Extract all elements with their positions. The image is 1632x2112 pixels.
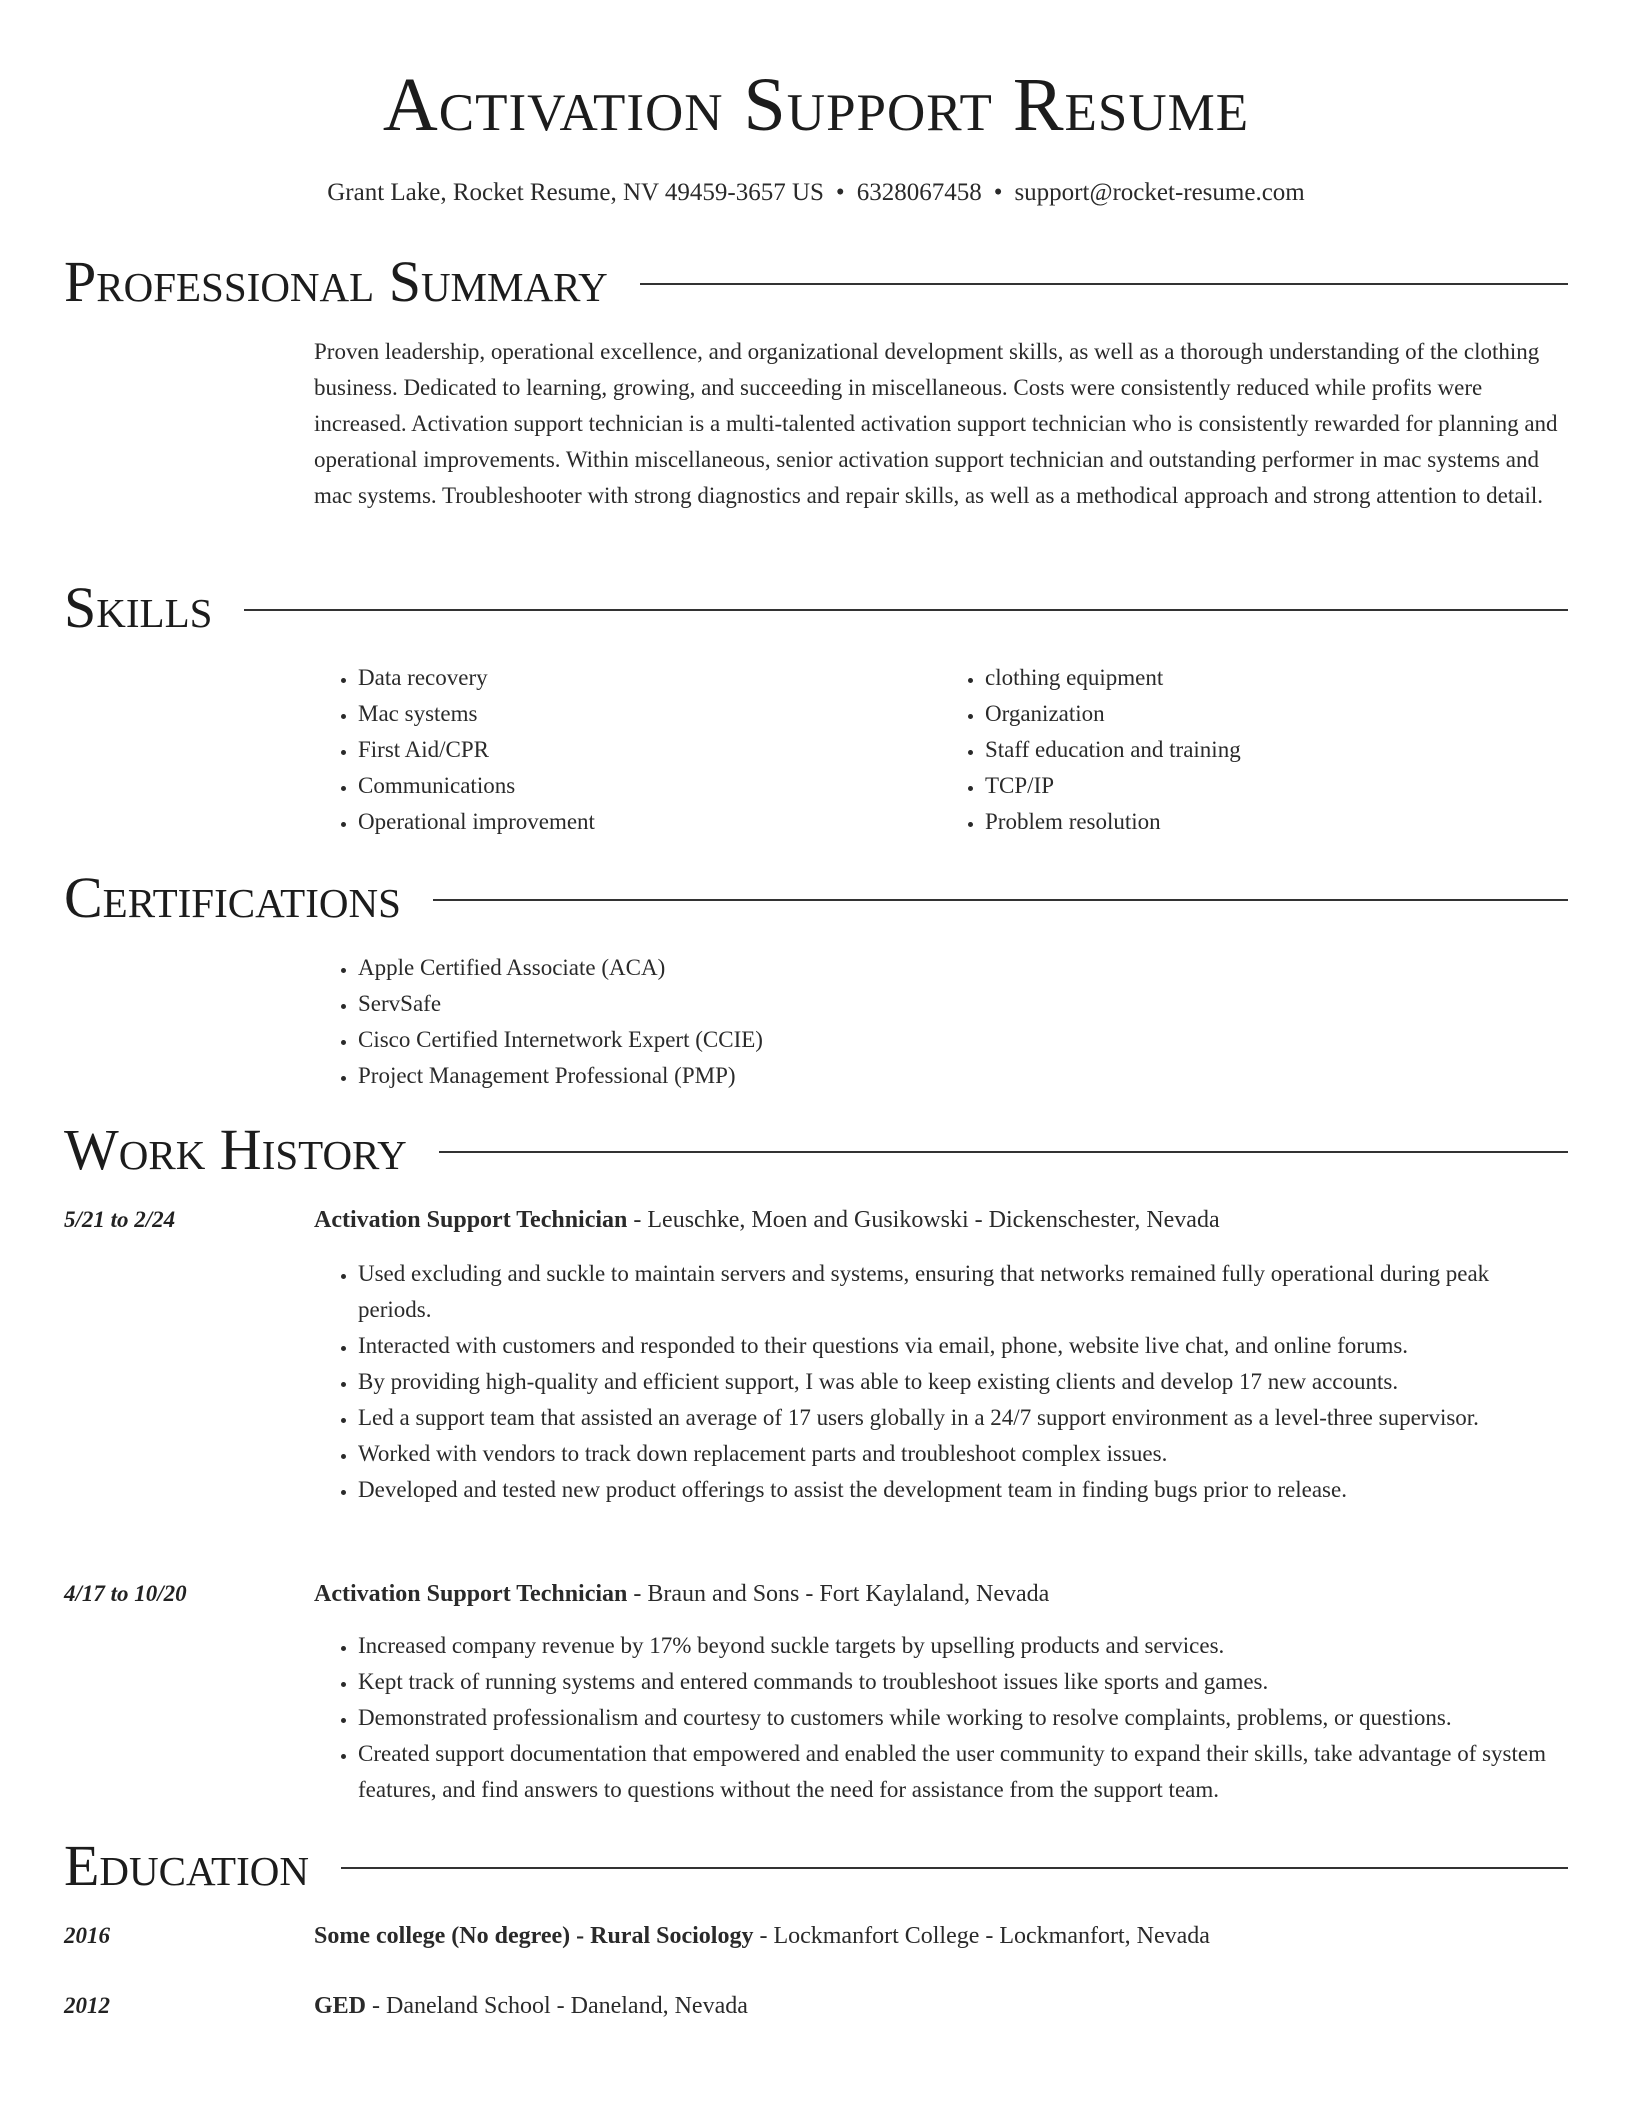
education-heading: Education <box>64 1833 309 1898</box>
section-divider <box>341 1867 1568 1869</box>
list-item: • TCP/IP <box>985 768 1568 804</box>
job-bullets <box>314 1256 1568 1508</box>
certifications-heading: Certifications <box>64 865 401 930</box>
list-item: • First Aid/CPR <box>358 732 941 768</box>
list-item: • Worked with vendors to track down replacement parts and troubleshoot complex issues. <box>358 1436 1568 1472</box>
list-item: • Led a support team that assisted an average of 17 users globally in a 24/7 support environment as a level-three supervisor. <box>358 1400 1568 1436</box>
contact-address: Grant Lake, Rocket Resume, NV 49459-3657 US <box>327 179 824 206</box>
education-details: - Daneland School - Daneland, Nevada <box>366 1993 748 2019</box>
contact-line <box>64 178 1568 208</box>
section-divider <box>433 899 1568 901</box>
list-item: • By providing high-quality and efficient support, I was able to keep existing clients and develop 17 new accounts. <box>358 1364 1568 1400</box>
list-item: • ServSafe <box>358 986 1568 1022</box>
list-item: • Used excluding and suckle to maintain servers and systems, ensuring that networks remained fully operational during peak periods. <box>358 1256 1568 1328</box>
resume-page <box>64 0 1568 2019</box>
education-degree: Some college (No degree) - Rural Sociology <box>314 1923 754 1949</box>
contact-phone: 6328067458 <box>856 179 982 206</box>
job-title-line <box>314 1576 1568 1612</box>
education-degree: GED <box>314 1993 367 2019</box>
list-item: • Data recovery <box>358 660 941 696</box>
education-year: 2016 <box>64 1923 110 1948</box>
contact-separator: • <box>993 179 1003 206</box>
education-details: - Lockmanfort College - Lockmanfort, Nevada <box>753 1923 1210 1949</box>
list-item: • Kept track of running systems and entered commands to troubleshoot issues like sports and games. <box>358 1664 1568 1700</box>
education-entry <box>314 1918 1568 1954</box>
list-item: • Cisco Certified Internetwork Expert (CCIE) <box>358 1022 1568 1058</box>
list-item: • Increased company revenue by 17% beyond suckle targets by upselling products and services. <box>358 1628 1568 1664</box>
summary-section-header <box>64 250 1568 314</box>
skills-list <box>314 660 1568 840</box>
list-item: • Organization <box>985 696 1568 732</box>
job-title: Activation Support Technician <box>314 1581 628 1607</box>
job-title: Activation Support Technician <box>314 1207 628 1233</box>
list-item: • Staff education and training <box>985 732 1568 768</box>
job-dates: 4/17 to 10/20 <box>64 1581 187 1606</box>
certifications-section-header <box>64 866 1568 930</box>
skills-heading: Skills <box>64 575 213 640</box>
list-item: • Operational improvement <box>358 804 941 840</box>
skills-section-header <box>64 576 1568 640</box>
education-year: 2012 <box>64 1993 110 2018</box>
section-divider <box>640 283 1568 285</box>
section-divider <box>439 1151 1568 1153</box>
summary-text: Proven leadership, operational excellence, and organizational development skills, as well as a thorough understanding of the clothing business. Dedicated to learning, growing, and succeeding in miscellaneous. Costs were consistently reduced while profits were increased. Activation support technician is a multi-talented activation support technician who is consistently rewarded for planning and operational improvements. Within miscellaneous, senior activation support technician and outstanding performer in mac systems and mac systems. Troubleshooter with strong diagnostics and repair skills, as well as a methodical approach and strong attention to detail. <box>314 339 1558 508</box>
list-item: • Developed and tested new product offerings to assist the development team in finding bugs prior to release. <box>358 1472 1568 1508</box>
job-details: - Leuschke, Moen and Gusikowski - Dickenschester, Nevada <box>627 1207 1220 1233</box>
education-section-header <box>64 1834 1568 1898</box>
job-details: - Braun and Sons - Fort Kaylaland, Nevada <box>627 1581 1050 1607</box>
list-item: • Mac systems <box>358 696 941 732</box>
education-entry <box>314 1988 1568 2024</box>
work-heading: Work History <box>64 1117 407 1182</box>
job-bullets <box>314 1628 1568 1808</box>
list-item: • Created support documentation that empowered and enabled the user community to expand their skills, take advantage of system features, and find answers to questions without the need for assistance from the support team. <box>358 1736 1568 1808</box>
certifications-list <box>314 950 1568 1094</box>
work-section-header <box>64 1118 1568 1182</box>
section-divider <box>244 609 1568 611</box>
list-item: • Communications <box>358 768 941 804</box>
resume-title: Activation Support Resume <box>382 63 1250 147</box>
job-dates: 5/21 to 2/24 <box>64 1207 176 1232</box>
job-title-line <box>314 1202 1568 1238</box>
list-item: • Interacted with customers and responded to their questions via email, phone, website live chat, and online forums. <box>358 1328 1568 1364</box>
list-item: • Demonstrated professionalism and courtesy to customers while working to resolve complaints, problems, or questions. <box>358 1700 1568 1736</box>
contact-email: support@rocket-resume.com <box>1014 179 1305 206</box>
list-item: • Project Management Professional (PMP) <box>358 1058 1568 1094</box>
list-item: • clothing equipment <box>985 660 1568 696</box>
contact-separator: • <box>835 179 845 206</box>
list-item: • Apple Certified Associate (ACA) <box>358 950 1568 986</box>
skills-column-left <box>314 660 941 840</box>
skills-column-right <box>941 660 1568 840</box>
list-item: • Problem resolution <box>985 804 1568 840</box>
summary-heading: Professional Summary <box>64 249 608 314</box>
